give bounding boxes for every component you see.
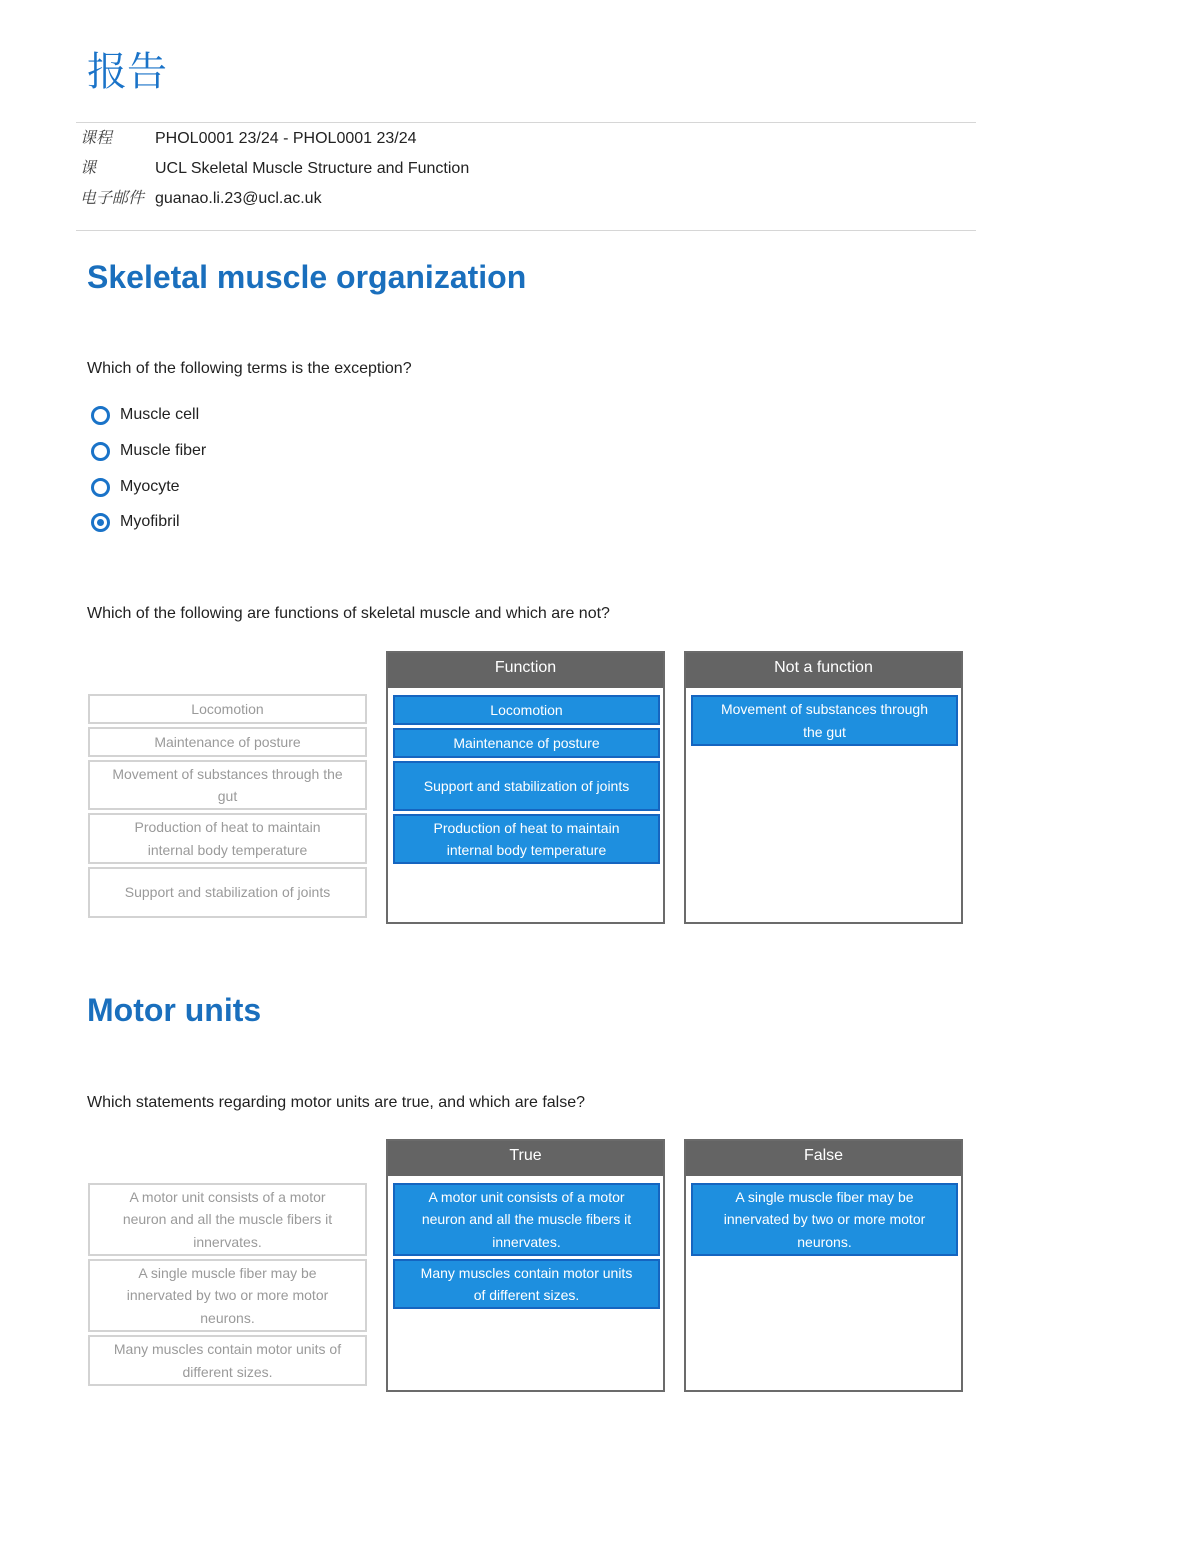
- chip-item[interactable]: Many muscles contain motor units of different sizes.: [393, 1259, 660, 1309]
- option-myofibril[interactable]: [91, 512, 180, 532]
- divider: [76, 122, 976, 123]
- option-label: Myofibril: [120, 513, 180, 530]
- bucket-true[interactable]: [386, 1139, 665, 1392]
- radio-unchecked-icon[interactable]: [91, 442, 110, 461]
- chip-item[interactable]: A motor unit consists of a motor neuron and all the muscle fibers it innervates.: [393, 1183, 660, 1256]
- drag-source-item[interactable]: Many muscles contain motor units of different sizes.: [88, 1335, 367, 1386]
- option-muscle-cell[interactable]: [91, 405, 199, 425]
- chip-item[interactable]: Production of heat to maintain internal body temperature: [393, 814, 660, 864]
- chip-item[interactable]: A single muscle fiber may be innervated by two or more motor neurons.: [691, 1183, 958, 1256]
- section-title-skeletal-muscle: Skeletal muscle organization: [87, 259, 527, 295]
- chip-item[interactable]: Support and stabilization of joints: [393, 761, 660, 811]
- bucket-header: True: [388, 1141, 663, 1176]
- drag-source-item[interactable]: Production of heat to maintain internal body temperature: [88, 813, 367, 864]
- meta-course-value: PHOL0001 23/24 - PHOL0001 23/24: [155, 130, 417, 147]
- question-motor-units: Which statements regarding motor units are true, and which are false?: [87, 1094, 586, 1111]
- bucket-not-a-function[interactable]: [684, 651, 963, 924]
- radio-unchecked-icon[interactable]: [91, 406, 110, 425]
- option-label: Muscle cell: [120, 406, 200, 423]
- radio-checked-icon[interactable]: [91, 513, 110, 532]
- meta-lesson-value: UCL Skeletal Muscle Structure and Function: [155, 160, 470, 177]
- question-exception: Which of the following terms is the exception?: [87, 360, 412, 377]
- report-title: 报告: [87, 50, 167, 94]
- option-label: Myocyte: [120, 478, 180, 495]
- drag-source-item[interactable]: A motor unit consists of a motor neuron and all the muscle fibers it innervates.: [88, 1183, 367, 1256]
- bucket-header: False: [686, 1141, 961, 1176]
- meta-lesson-label: 课: [80, 160, 97, 177]
- drag-source-item[interactable]: A single muscle fiber may be innervated by two or more motor neurons.: [88, 1259, 367, 1332]
- option-label: Muscle fiber: [120, 442, 207, 459]
- option-myocyte[interactable]: [91, 477, 180, 497]
- chip-item[interactable]: Locomotion: [393, 695, 660, 725]
- meta-email-label: 电子邮件: [80, 190, 145, 207]
- drag-source-item[interactable]: Locomotion: [88, 694, 367, 724]
- bucket-false[interactable]: [684, 1139, 963, 1392]
- meta-course-label: 课程: [80, 130, 113, 147]
- radio-unchecked-icon[interactable]: [91, 478, 110, 497]
- chip-item[interactable]: Movement of substances through the gut: [691, 695, 958, 746]
- question-functions: Which of the following are functions of skeletal muscle and which are not?: [87, 605, 610, 622]
- bucket-function[interactable]: [386, 651, 665, 924]
- drag-source-item[interactable]: Maintenance of posture: [88, 727, 367, 757]
- meta-email-value: guanao.li.23@ucl.ac.uk: [155, 190, 322, 207]
- option-muscle-fiber[interactable]: [91, 441, 206, 461]
- bucket-header: Not a function: [686, 653, 961, 688]
- section-title-motor-units: Motor units: [87, 992, 262, 1028]
- chip-item[interactable]: Maintenance of posture: [393, 728, 660, 758]
- drag-source-item[interactable]: Support and stabilization of joints: [88, 867, 367, 918]
- drag-source-item[interactable]: Movement of substances through the gut: [88, 760, 367, 810]
- divider: [76, 230, 976, 231]
- bucket-header: Function: [388, 653, 663, 688]
